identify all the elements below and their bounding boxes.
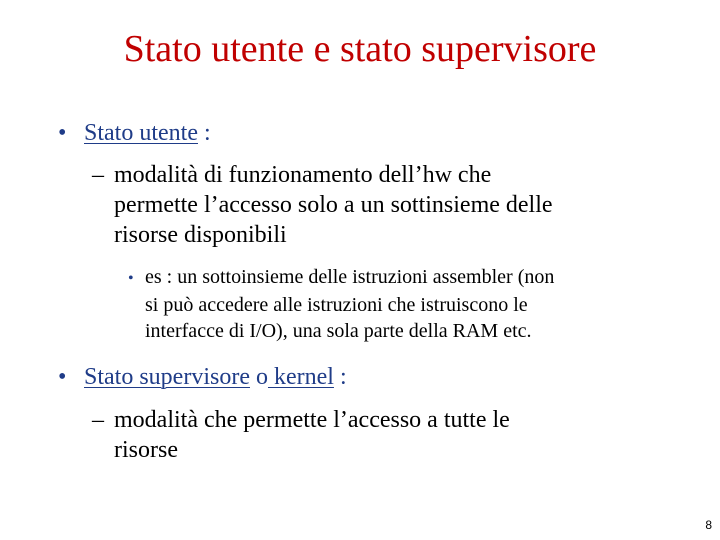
sub-item-stato-utente (92, 160, 553, 250)
sub-line: modalità di funzionamento dell’hw che (114, 162, 492, 188)
subsub-item-example (128, 264, 554, 344)
term-stato-supervisore: Stato supervisore (84, 364, 250, 390)
bullet-marker: • (58, 364, 67, 390)
term-stato-utente: Stato utente (84, 120, 198, 146)
sub-line: risorse disponibili (114, 222, 287, 248)
dash-marker: – (92, 407, 104, 433)
bullet-stato-utente (58, 118, 211, 148)
sub-line: risorse (114, 437, 178, 463)
sub-line: permette l’accesso solo a un sottinsieme delle (114, 192, 553, 218)
term-connector: o (249, 364, 268, 390)
bullet-marker: • (58, 120, 67, 146)
sub-line: modalità che permette l’accesso a tutte le (114, 407, 510, 433)
page-number: 8 (705, 518, 712, 532)
bullet-stato-supervisore (58, 362, 347, 392)
subsub-line: interfacce di I/O), una sola parte della RAM etc. (145, 320, 532, 342)
dash-marker: – (92, 162, 104, 188)
subsub-line: si può accedere alle istruzioni che istruiscono le (145, 294, 528, 316)
term-kernel: kernel (267, 364, 334, 390)
bullet-marker: • (128, 270, 134, 287)
term-suffix: : (197, 120, 211, 146)
subsub-line: es : un sottoinsieme delle istruzioni assembler (non (145, 266, 555, 288)
term-suffix: : (333, 364, 347, 390)
sub-item-stato-supervisore (92, 405, 510, 465)
slide-title: Stato utente e stato supervisore (123, 28, 597, 70)
